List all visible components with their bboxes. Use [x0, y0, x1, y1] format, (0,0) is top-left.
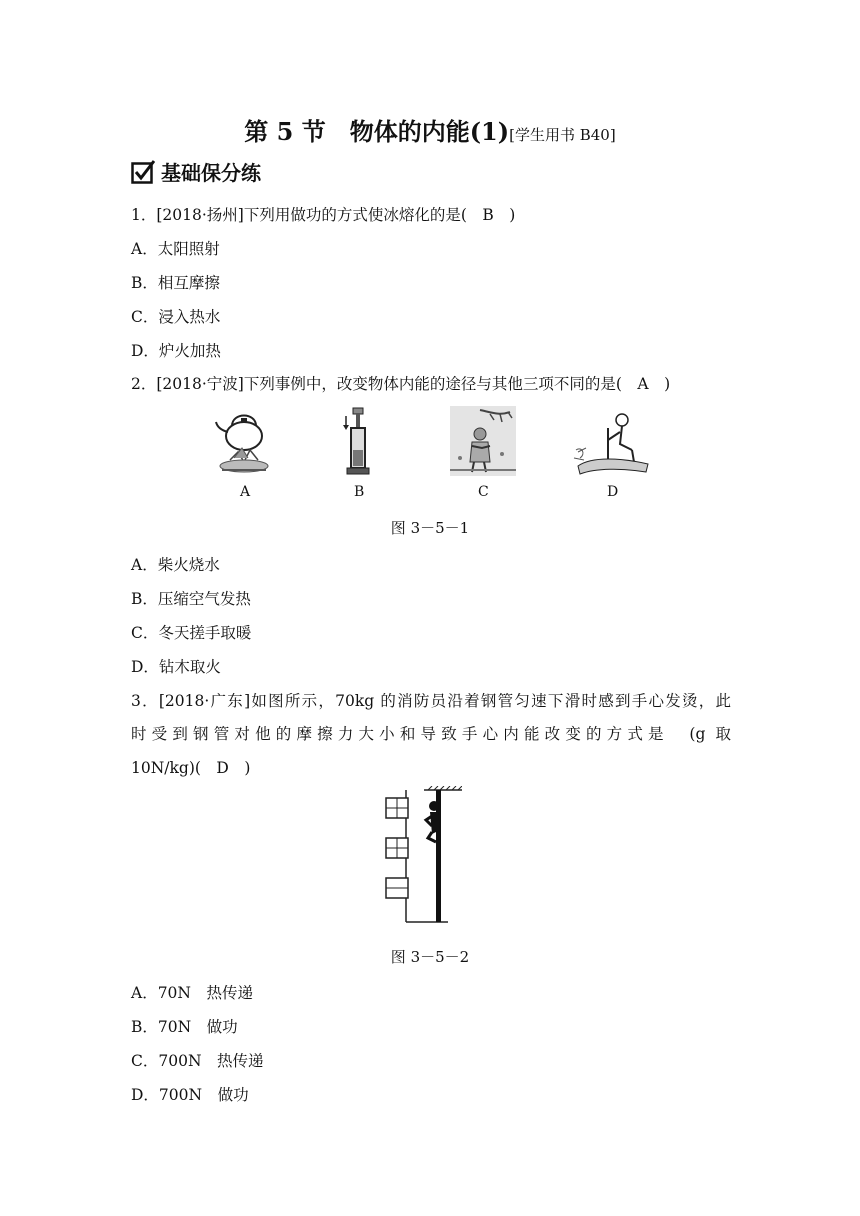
- rubbing-hands-illustration: [450, 406, 516, 476]
- figure-3-5-1: [200, 400, 660, 505]
- figure-label-a: A: [240, 484, 251, 500]
- q1-option-a: A．太阳照射: [131, 240, 220, 258]
- q2-option-d: D．钻木取火: [131, 658, 221, 676]
- compression-cylinder-illustration: [340, 406, 376, 478]
- firefighter-pole-illustration: [380, 786, 462, 926]
- q3-stem-line-3: 10N/kg)( D ): [131, 759, 251, 777]
- q2-option-a: A．柴火烧水: [131, 556, 220, 574]
- q3-option-b: B．70N 做功: [131, 1018, 238, 1036]
- figure-label-c: C: [478, 484, 489, 500]
- q3-option-d: D．700N 做功: [131, 1086, 249, 1104]
- kettle-fire-illustration: [212, 408, 276, 478]
- figure-label-b: B: [354, 484, 365, 500]
- title-main: 第 5 节 物体的内能(1): [244, 117, 510, 146]
- q2-option-b: B．压缩空气发热: [131, 590, 251, 608]
- section-label: 基础保分练: [161, 161, 261, 185]
- title-reference: [学生用书 B40]: [509, 126, 616, 144]
- q3-option-a: A．70N 热传递: [131, 984, 253, 1002]
- q3-stem-line-2: 时受到钢管对他的摩擦力大小和导致手心内能改变的方式是 (g 取: [131, 725, 731, 743]
- q1-stem: 1．[2018·扬州]下列用做功的方式使冰熔化的是( B ): [131, 206, 516, 224]
- figure-label-d: D: [607, 484, 619, 500]
- q1-option-d: D．炉火加热: [131, 342, 221, 360]
- drilling-wood-illustration: [572, 408, 652, 478]
- checkbox-checked-icon: [131, 160, 155, 184]
- page-title: [0, 112, 860, 147]
- q2-stem: 2．[2018·宁波]下列事例中，改变物体内能的途径与其他三项不同的是( A ): [131, 375, 671, 393]
- q1-option-b: B．相互摩擦: [131, 274, 220, 292]
- q2-option-c: C．冬天搓手取暖: [131, 624, 252, 642]
- section-header: [131, 157, 261, 186]
- q3-option-c: C．700N 热传递: [131, 1052, 264, 1070]
- figure-caption-3-5-2: 图 3－5－2: [390, 948, 470, 966]
- figure-caption-3-5-1: 图 3－5－1: [390, 519, 470, 537]
- q3-stem-line-1: 3．[2018·广东]如图所示，70kg 的消防员沿着钢管匀速下滑时感到手心发烫，此: [131, 692, 731, 710]
- q1-option-c: C．浸入热水: [131, 308, 221, 326]
